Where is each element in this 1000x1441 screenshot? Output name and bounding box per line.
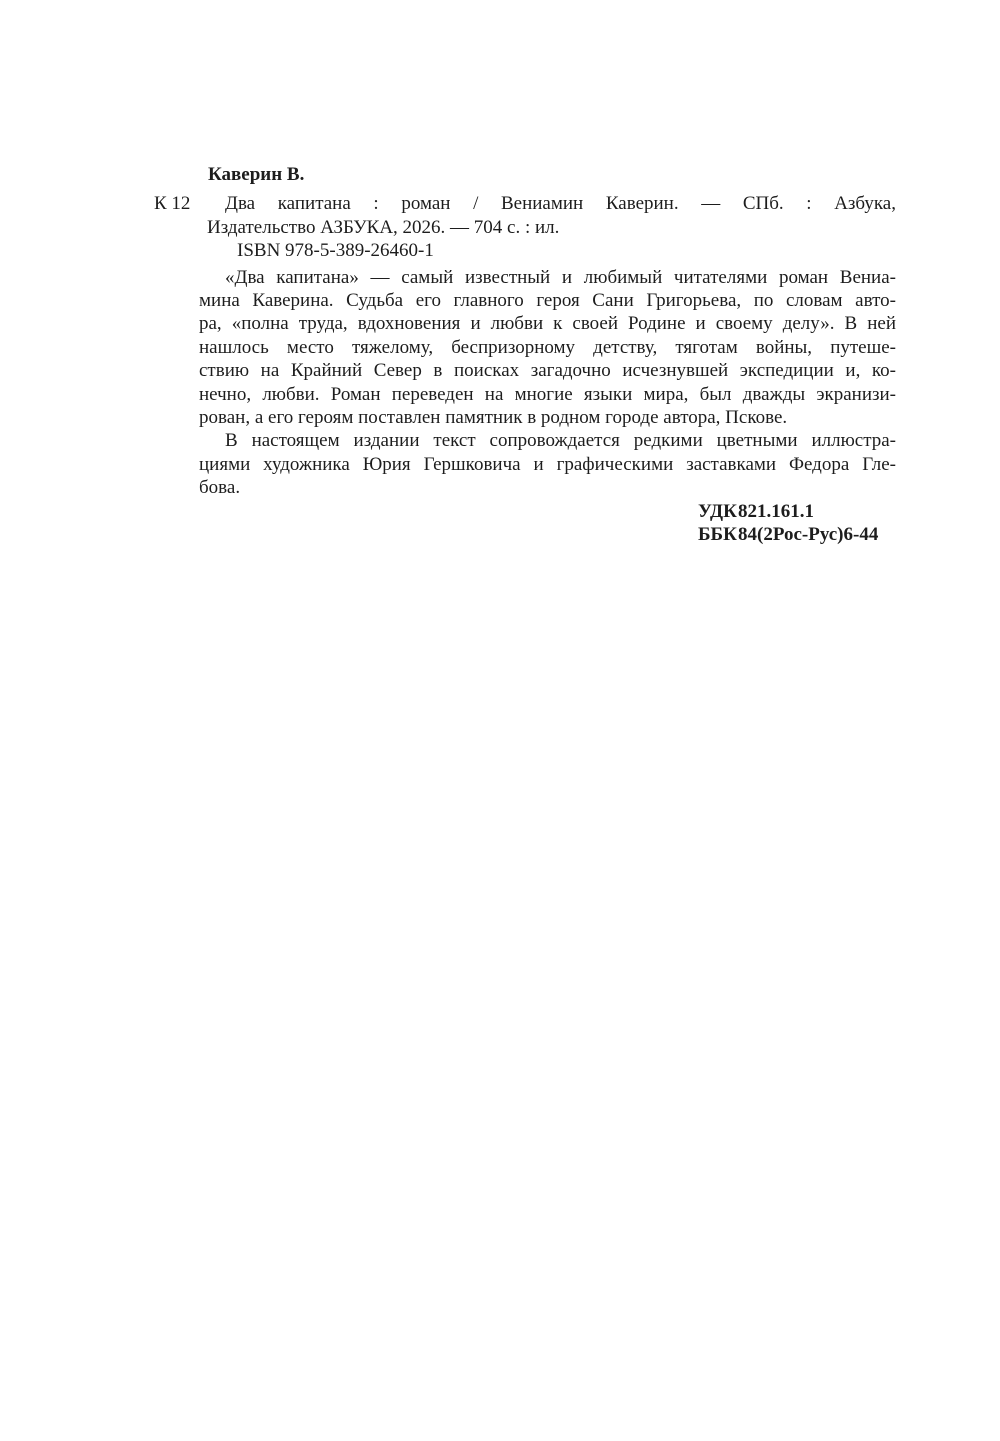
annotation-paragraph <box>199 429 896 499</box>
bbk-label: ББК <box>698 524 737 546</box>
bbk-row <box>698 523 896 546</box>
udc-label: УДК <box>698 500 737 522</box>
text-line: циями художника Юрия Гершковича и графическими заставками Федора Гле- <box>199 453 896 475</box>
annotation-paragraph <box>199 266 896 430</box>
isbn: ISBN 978-5-389-26460-1 <box>237 240 434 262</box>
classification-codes <box>698 500 896 547</box>
text-line: ра, «полна труда, вдохновения и любви к своей Родине и своему делу». В ней <box>199 313 896 335</box>
text-line: В настоящем издании текст сопровождается редкими цветными иллюстра- <box>225 430 896 452</box>
bibliographic-description <box>207 192 896 239</box>
text-line: «Два капитана» — самый известный и любимый читателями роман Вениа- <box>225 266 896 288</box>
annotation <box>199 266 896 500</box>
bibliographic-entry <box>154 192 896 239</box>
author-heading: Каверин В. <box>208 164 305 185</box>
text-line: нечно, любви. Роман переведен на многие языки мира, был дважды экранизи- <box>199 383 896 405</box>
text-line: ствию на Крайний Север в поисках загадочно исчезнувшей экспедиции и, ко- <box>199 360 896 382</box>
udc-value: 821.161.1 <box>738 500 814 522</box>
text-line: Издательство АЗБУКА, 2026. — 704 с. : ил. <box>207 216 560 238</box>
imprint-block <box>154 163 896 547</box>
bbk-value: 84(2Рос-Рус)6-44 <box>738 524 879 546</box>
text-line: Два капитана : роман / Вениамин Каверин. — СПб. : Азбука, <box>225 193 896 215</box>
text-line: бова. <box>199 477 241 499</box>
udc-row <box>698 500 896 523</box>
text-line: нашлось место тяжелому, беспризорному детству, тяготам войны, путеше- <box>199 336 896 358</box>
text-line: мина Каверина. Судьба его главного героя Сани Григорьева, по словам авто- <box>199 290 896 312</box>
library-index-code: К 12 <box>154 193 191 215</box>
text-line: рован, а его героям поставлен памятник в родном городе автора, Пскове. <box>199 407 788 429</box>
